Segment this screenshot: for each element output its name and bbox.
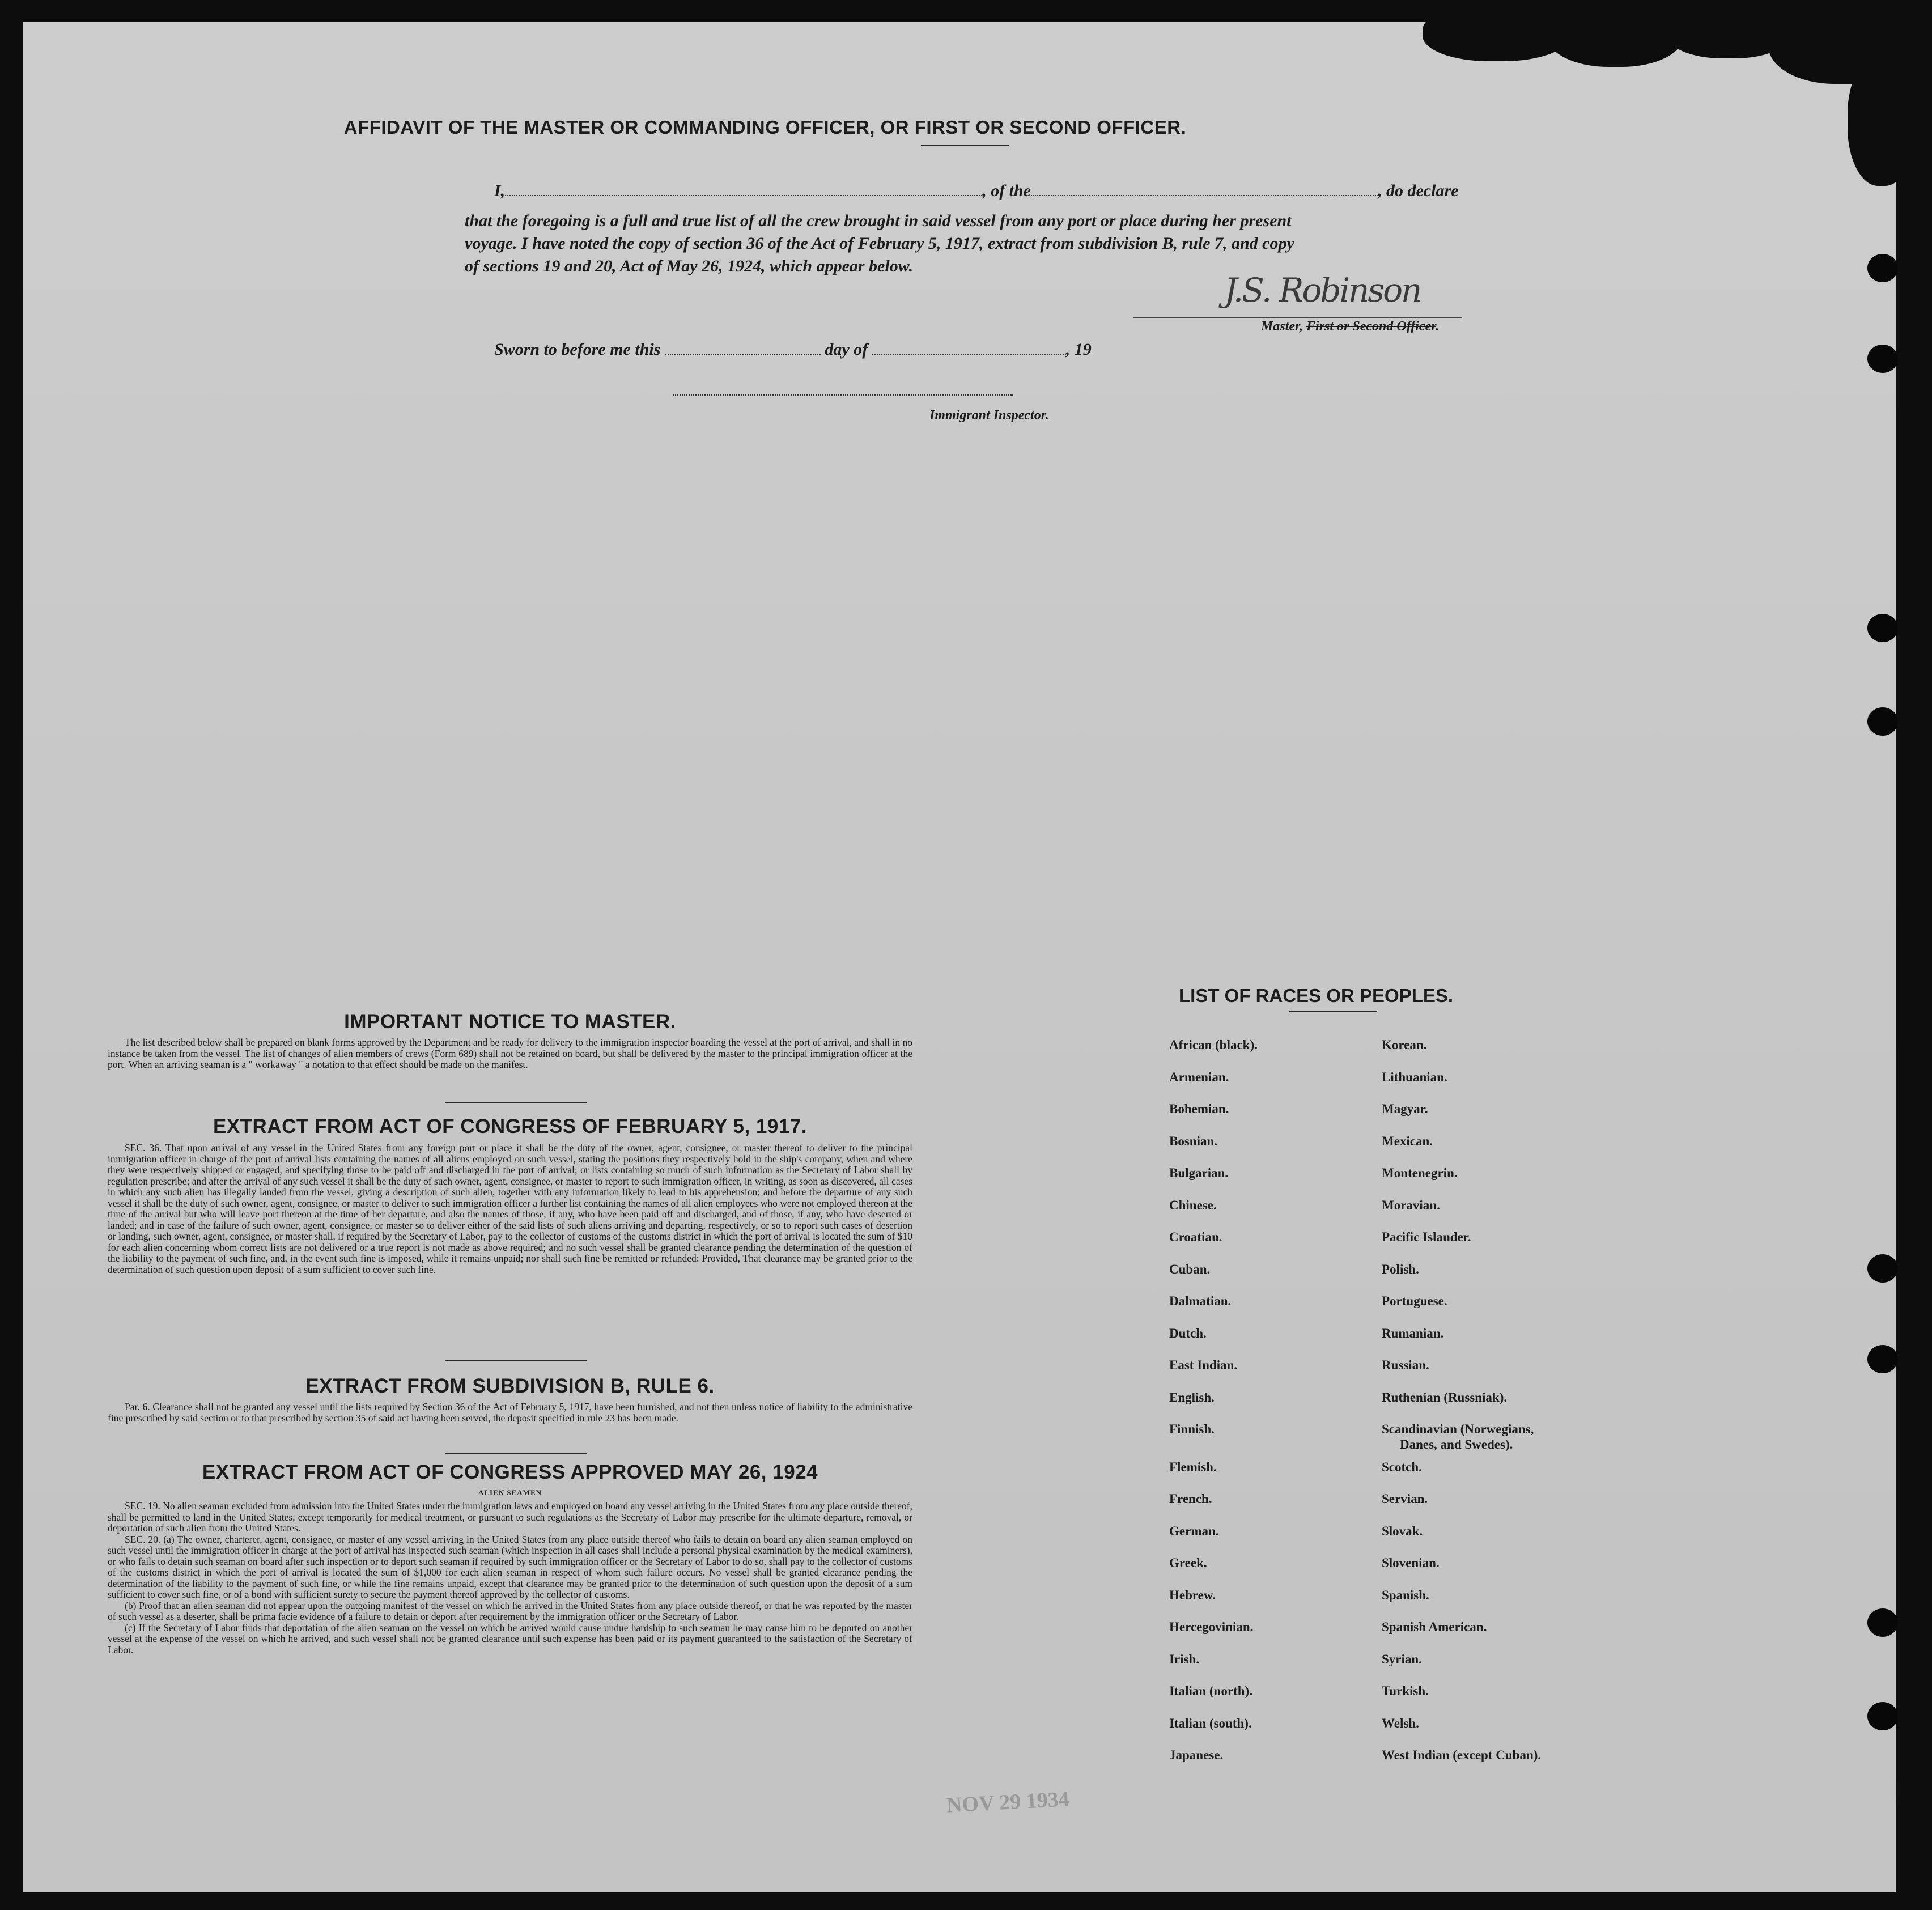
- sec-19-text: SEC. 19. No alien seaman excluded from admission into the United States under the immigration laws and employed on board any vessel arriving in the United States from any place outside thereof, shall be permitted to land in the United States, except temporarily for medical treatment, or pursuant to such regulations as the Secretary of Labor may prescribe for the ultimate departure, removal, or deportation of such alien from the United States.: [108, 1500, 912, 1534]
- race-left-item: Armenian.: [1169, 1069, 1229, 1084]
- race-left-item: East Indian.: [1169, 1358, 1238, 1372]
- race-left-item: African (black).: [1169, 1038, 1258, 1052]
- race-left-item: Flemish.: [1169, 1459, 1217, 1474]
- race-left-item: Italian (north).: [1169, 1684, 1252, 1698]
- affidavit-heading: AFFIDAVIT OF THE MASTER OR COMMANDING OFFICER, OR FIRST OR SECOND OFFICER.: [343, 117, 1187, 138]
- races-title: LIST OF RACES OR PEOPLES.: [1179, 985, 1454, 1006]
- race-left-item: Hercegovinian.: [1169, 1620, 1254, 1634]
- race-right-item: Spanish American.: [1382, 1620, 1487, 1634]
- race-right-item: Spanish.: [1382, 1588, 1429, 1602]
- race-right-item: Rumanian.: [1382, 1326, 1444, 1340]
- extract-1917-title: EXTRACT FROM ACT OF CONGRESS OF FEBRUARY 5, 1917.: [213, 1115, 808, 1137]
- extract-1924-title: EXTRACT FROM ACT OF CONGRESS APPROVED MAY 26, 1924: [202, 1461, 818, 1483]
- race-right-item: Scandinavian (Norwegians,: [1382, 1422, 1534, 1436]
- sec-36-text: SEC. 36. That upon arrival of any vessel in the United States from any foreign port or place it shall be the duty of the owner, agent, consignee, or master thereof to deliver to the principal immigration officer in charge of the port of arrival lists containing the names of all aliens employed on such vessel, stating the positions they respectively hold in the ship's company, when and where they were respectively shipped or engaged, and specifying those to be paid off and discharged in the port of arrival; or lists containing so much of such information as the Secretary of Labor shall by regulation prescribe; and after the arrival of any such vessel it shall be the duty of such owner, agent, consignee, or master to report to such immigration officer, in writing, as soon as discovered, all cases in which any such alien has illegally landed from the vessel, giving a description of such alien, together with any information likely to lead to his apprehension; and before the departure of any such vessel it shall be the duty of such owner, agent, consignee, or master to deliver to such immigration officer a further list containing the names of all alien employees who were not employed thereon at the time of the arrival but who will leave port thereon at the time of her departure, and also the names of those, if any, who have been paid off and discharged, and of those, if any, who have deserted or landed; and in case of the failure of such owner, agent, consignee, or master so to deliver either of the said lists of such aliens arriving and departing, respectively, or so to report such cases of desertion or landing, such owner, agent, consignee, or master shall, if required by the Secretary of Labor, pay to the collector of customs of the customs district in which the port of arrival is located the sum of $10 for each alien concerning whom correct lists are not delivered or a true report is not made as above required; and no such vessel shall be granted clearance pending the determination of the question of the liability to the payment of such fine, and, in the event such fine is imposed, while it remains unpaid; nor shall such fine be remitted or refunded: Provided, That clearance may be granted prior to the determination of such question upon deposit of a sum sufficient to cover such fine.: [108, 1142, 912, 1275]
- race-right-item: West Indian (except Cuban).: [1382, 1748, 1542, 1762]
- race-left-item: Cuban.: [1169, 1262, 1211, 1276]
- day-of-label: day of: [825, 340, 868, 359]
- date-stamp: NOV 29 1934: [946, 1787, 1070, 1818]
- race-left-item: Dalmatian.: [1169, 1294, 1232, 1308]
- race-right-item: Portuguese.: [1382, 1294, 1447, 1308]
- race-right-item: Lithuanian.: [1382, 1069, 1447, 1084]
- inspector-caption: Immigrant Inspector.: [929, 408, 1049, 423]
- race-left-item: Irish.: [1169, 1652, 1200, 1666]
- race-left-item: Japanese.: [1169, 1748, 1224, 1762]
- race-right-item: Turkish.: [1382, 1684, 1429, 1698]
- race-left-item: Dutch.: [1169, 1326, 1207, 1340]
- race-right-item: Magyar.: [1382, 1102, 1428, 1116]
- rule-6-title: EXTRACT FROM SUBDIVISION B, RULE 6.: [305, 1375, 715, 1397]
- race-left-item: English.: [1169, 1390, 1215, 1404]
- race-left-item: Italian (south).: [1169, 1716, 1252, 1730]
- race-left-item: Bulgarian.: [1169, 1166, 1229, 1180]
- affidavit-body-1: that the foregoing is a full and true list of all the crew brought in said vessel from any port or place during her present: [465, 211, 1292, 230]
- year-label: , 19: [1065, 340, 1092, 359]
- caption-struck: First or Second Officer: [1306, 319, 1436, 334]
- race-right-item: Moravian.: [1382, 1198, 1440, 1212]
- race-right-item: Montenegrin.: [1382, 1166, 1458, 1180]
- notice-title: IMPORTANT NOTICE TO MASTER.: [344, 1011, 676, 1033]
- sec-20b-text: (b) Proof that an alien seaman did not appear upon the outgoing manifest of the vessel on which he arrived in the United States from any place outside thereof, or that he was reported by the master of such vessel as a deserter, shall be prima facie evidence of a failure to detain or deport after requirement by the immigration officer or the Secretary of Labor.: [108, 1599, 912, 1622]
- race-left-item: Bohemian.: [1169, 1102, 1229, 1116]
- race-left-item: Croatian.: [1169, 1230, 1222, 1244]
- affidavit-body-2: voyage. I have noted the copy of section 36 of the Act of February 5, 1917, extract from subdivision B, rule 7, and copy: [465, 234, 1294, 253]
- race-right-item: Servian.: [1382, 1492, 1428, 1506]
- race-right-item: Slovak.: [1382, 1523, 1423, 1538]
- race-left-item: Chinese.: [1169, 1198, 1217, 1212]
- document-page: [23, 22, 1896, 1892]
- race-left-item: Finnish.: [1169, 1422, 1215, 1436]
- par-6-text: Par. 6. Clearance shall not be granted any vessel until the lists required by Section 36 of the Act of February 5, 1917, have been furnished, and not then unless notice of liability to the administrative fine prescribed by said section or to that prescribed by section 35 of said act having been served, the deposit specified in rule 23 has been made.: [108, 1401, 912, 1424]
- race-right-item: Pacific Islander.: [1382, 1230, 1471, 1244]
- affidavit-body-3: of sections 19 and 20, Act of May 26, 1924, which appear below.: [465, 257, 914, 275]
- race-right-item: Mexican.: [1382, 1134, 1433, 1148]
- race-right-item: Korean.: [1382, 1038, 1427, 1052]
- sec-20c-text: (c) If the Secretary of Labor finds that deportation of the alien seaman on the vessel on which he arrived would cause undue hardship to such seaman he may cause him to be deported on another vessel at the expense of the vessel on which he arrived, and such vessel shall not be granted clearance until such expense has been paid or its payment guaranteed to the satisfaction of the Secretary of Labor.: [108, 1622, 912, 1656]
- alien-seamen-subtitle: ALIEN SEAMEN: [478, 1488, 542, 1497]
- race-right-item: Syrian.: [1382, 1652, 1422, 1666]
- race-left-item: Hebrew.: [1169, 1588, 1216, 1602]
- notice-text: The list described below shall be prepared on blank forms approved by the Department and be ready for delivery to the immigration inspector boarding the vessel at the port of arrival, and shall in no instance be taken from the vessel. The list of changes of alien members of crews (Form 689) shall not be retained on board, but shall be delivered by the master to the principal immigration officer at the port. When an arriving seaman is a " workaway " a notation to that effect should be made on the manifest.: [108, 1037, 912, 1070]
- affidavit-declare: , do declare: [1378, 181, 1459, 200]
- race-right-item: Ruthenian (Russniak).: [1382, 1390, 1508, 1404]
- race-right-item: Russian.: [1382, 1358, 1429, 1372]
- race-left-item: German.: [1169, 1523, 1219, 1538]
- affidavit-of-the: , of the: [982, 181, 1031, 200]
- race-left-item: French.: [1169, 1492, 1212, 1506]
- races-list: [23, 22, 1896, 1892]
- race-right-item: Welsh.: [1382, 1716, 1419, 1730]
- sec-20a-text: SEC. 20. (a) The owner, charterer, agent, consignee, or master of any vessel arriving in the United States from any place outside thereof who fails to detain on board any alien seaman employed on such vessel until the immigration officer in charge at the port of arrival has inspected such seaman (which inspection in all cases shall include a personal physical examination by the medical examiners), or who fails to detain such seaman on board after such inspection or to deport such seaman if required by such immigration officer or the Secretary of Labor to do so, shall pay to the collector of customs of the customs district in which the port of arrival is located the sum of $1,000 for each alien seaman in respect of whom such failure occurs. No vessel shall be granted clearance pending the determination of the liability to the payment of such fine, or while the fine remains unpaid, except that clearance may be granted prior to the determination of such question upon the deposit of a sum sufficient to cover such fine, or of a bond with sufficient surety to secure the payment thereof approved by the collector of customs.: [108, 1533, 912, 1600]
- race-right-item: Scotch.: [1382, 1459, 1422, 1474]
- caption-master: Master,: [1261, 319, 1303, 334]
- caption-end: .: [1436, 319, 1440, 334]
- race-left-item: Bosnian.: [1169, 1134, 1218, 1148]
- race-right-item: Slovenian.: [1382, 1556, 1440, 1570]
- race-right-continuation: Danes, and Swedes).: [1400, 1437, 1513, 1451]
- sworn-label: Sworn to before me this: [494, 340, 661, 359]
- affidavit-i: I,: [494, 181, 506, 200]
- race-left-item: Greek.: [1169, 1556, 1207, 1570]
- signature: J.S. Robinson: [1224, 271, 1421, 309]
- race-right-item: Polish.: [1382, 1262, 1419, 1276]
